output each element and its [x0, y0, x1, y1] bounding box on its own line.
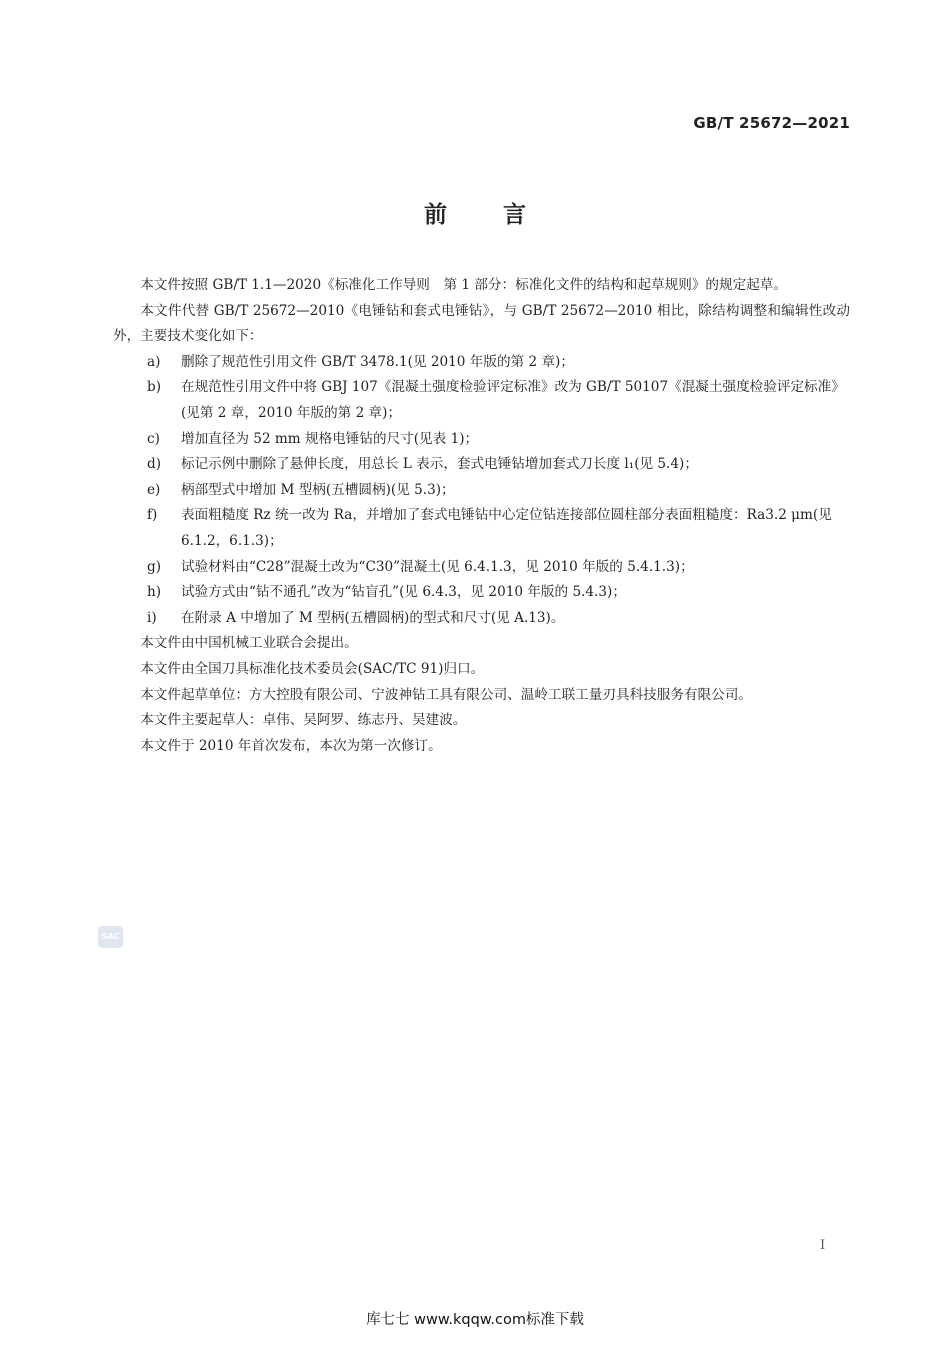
- change-item-text: 试验方式由“钻不通孔”改为“钻盲孔”(见 6.4.3，见 2010 年版的 5.4.3)；: [181, 584, 626, 601]
- change-item: [113, 580, 850, 606]
- foreword-body: [113, 273, 850, 759]
- change-item-text: 在附录 A 中增加了 M 型柄(五槽圆柄)的型式和尺寸(见 A.13)。: [181, 609, 565, 626]
- change-item-label: h): [147, 584, 162, 601]
- change-item-label: c): [147, 430, 160, 447]
- page-title: 前言: [424, 202, 582, 228]
- change-item-text: 在规范性引用文件中将 GBJ 107《混凝土强度检验评定标准》改为 GB/T 50107《混凝土强度检验评定标准》(见第 2 章，2010 年版的第 2 章)；: [181, 379, 845, 421]
- change-item-label: b): [147, 379, 162, 396]
- change-item: [113, 375, 850, 426]
- paragraph-drafting-units: 本文件起草单位：方大控股有限公司、宁波神钻工具有限公司、温岭工联工量刃具科技服务有限公司。: [140, 686, 752, 703]
- change-item: [113, 452, 850, 478]
- change-item-text: 柄部型式中增加 M 型柄(五槽圆柄)(见 5.3)；: [181, 481, 455, 498]
- change-item: [113, 555, 850, 581]
- standard-code: GB/T 25672—2021: [693, 114, 850, 132]
- change-item-label: d): [147, 456, 162, 473]
- paragraph-proposer: 本文件由中国机械工业联合会提出。: [140, 635, 358, 652]
- page-number: I: [820, 1238, 826, 1253]
- change-item-label: i): [147, 609, 157, 626]
- change-item: [113, 606, 850, 632]
- change-item-label: f): [147, 507, 158, 524]
- change-item-label: e): [147, 481, 161, 498]
- paragraph-drafting-basis: 本文件按照 GB/T 1.1—2020《标准化工作导则 第 1 部分：标准化文件的结构和起草规则》的规定起草。: [140, 277, 787, 293]
- footer-watermark: 库七七 www.kqqw.com标准下载: [366, 1312, 584, 1328]
- change-item-text: 表面粗糙度 Rz 统一改为 Ra，并增加了套式电锤钻中心定位钻连接部位圆柱部分表面粗糙度：Ra3.2 μm(见 6.1.2，6.1.3)；: [181, 507, 832, 549]
- change-item-text: 删除了规范性引用文件 GB/T 3478.1(见 2010 年版的第 2 章)；: [181, 353, 574, 370]
- paragraph-drafters: 本文件主要起草人：卓伟、吴阿罗、练志丹、吴建波。: [140, 712, 467, 729]
- change-item-text: 标记示例中删除了悬伸长度，用总长 L 表示，套式电锤钻增加套式刀长度 l₁(见 5.4)；: [181, 456, 698, 473]
- change-item: [113, 427, 850, 453]
- paragraph-history: 本文件于 2010 年首次发布，本次为第一次修订。: [140, 737, 442, 754]
- change-item-label: a): [147, 353, 161, 370]
- change-item-text: 试验材料由“C28”混凝土改为“C30”混凝土(见 6.4.1.3，见 2010 年版的 5.4.1.3)；: [181, 558, 694, 575]
- paragraph-committee: 本文件由全国刀具标准化技术委员会(SAC/TC 91)归口。: [140, 660, 485, 677]
- change-item: [113, 350, 850, 376]
- change-item: [113, 478, 850, 504]
- change-item: [113, 503, 850, 554]
- paragraph-replacement: 本文件代替 GB/T 25672—2010《电锤钻和套式电锤钻》，与 GB/T 25672—2010 相比，除结构调整和编辑性改动外，主要技术变化如下：: [113, 302, 850, 345]
- change-item-text: 增加直径为 52 mm 规格电锤钻的尺寸(见表 1)；: [181, 430, 479, 447]
- sac-logo-icon: SAC: [98, 926, 123, 948]
- change-item-label: g): [147, 558, 162, 575]
